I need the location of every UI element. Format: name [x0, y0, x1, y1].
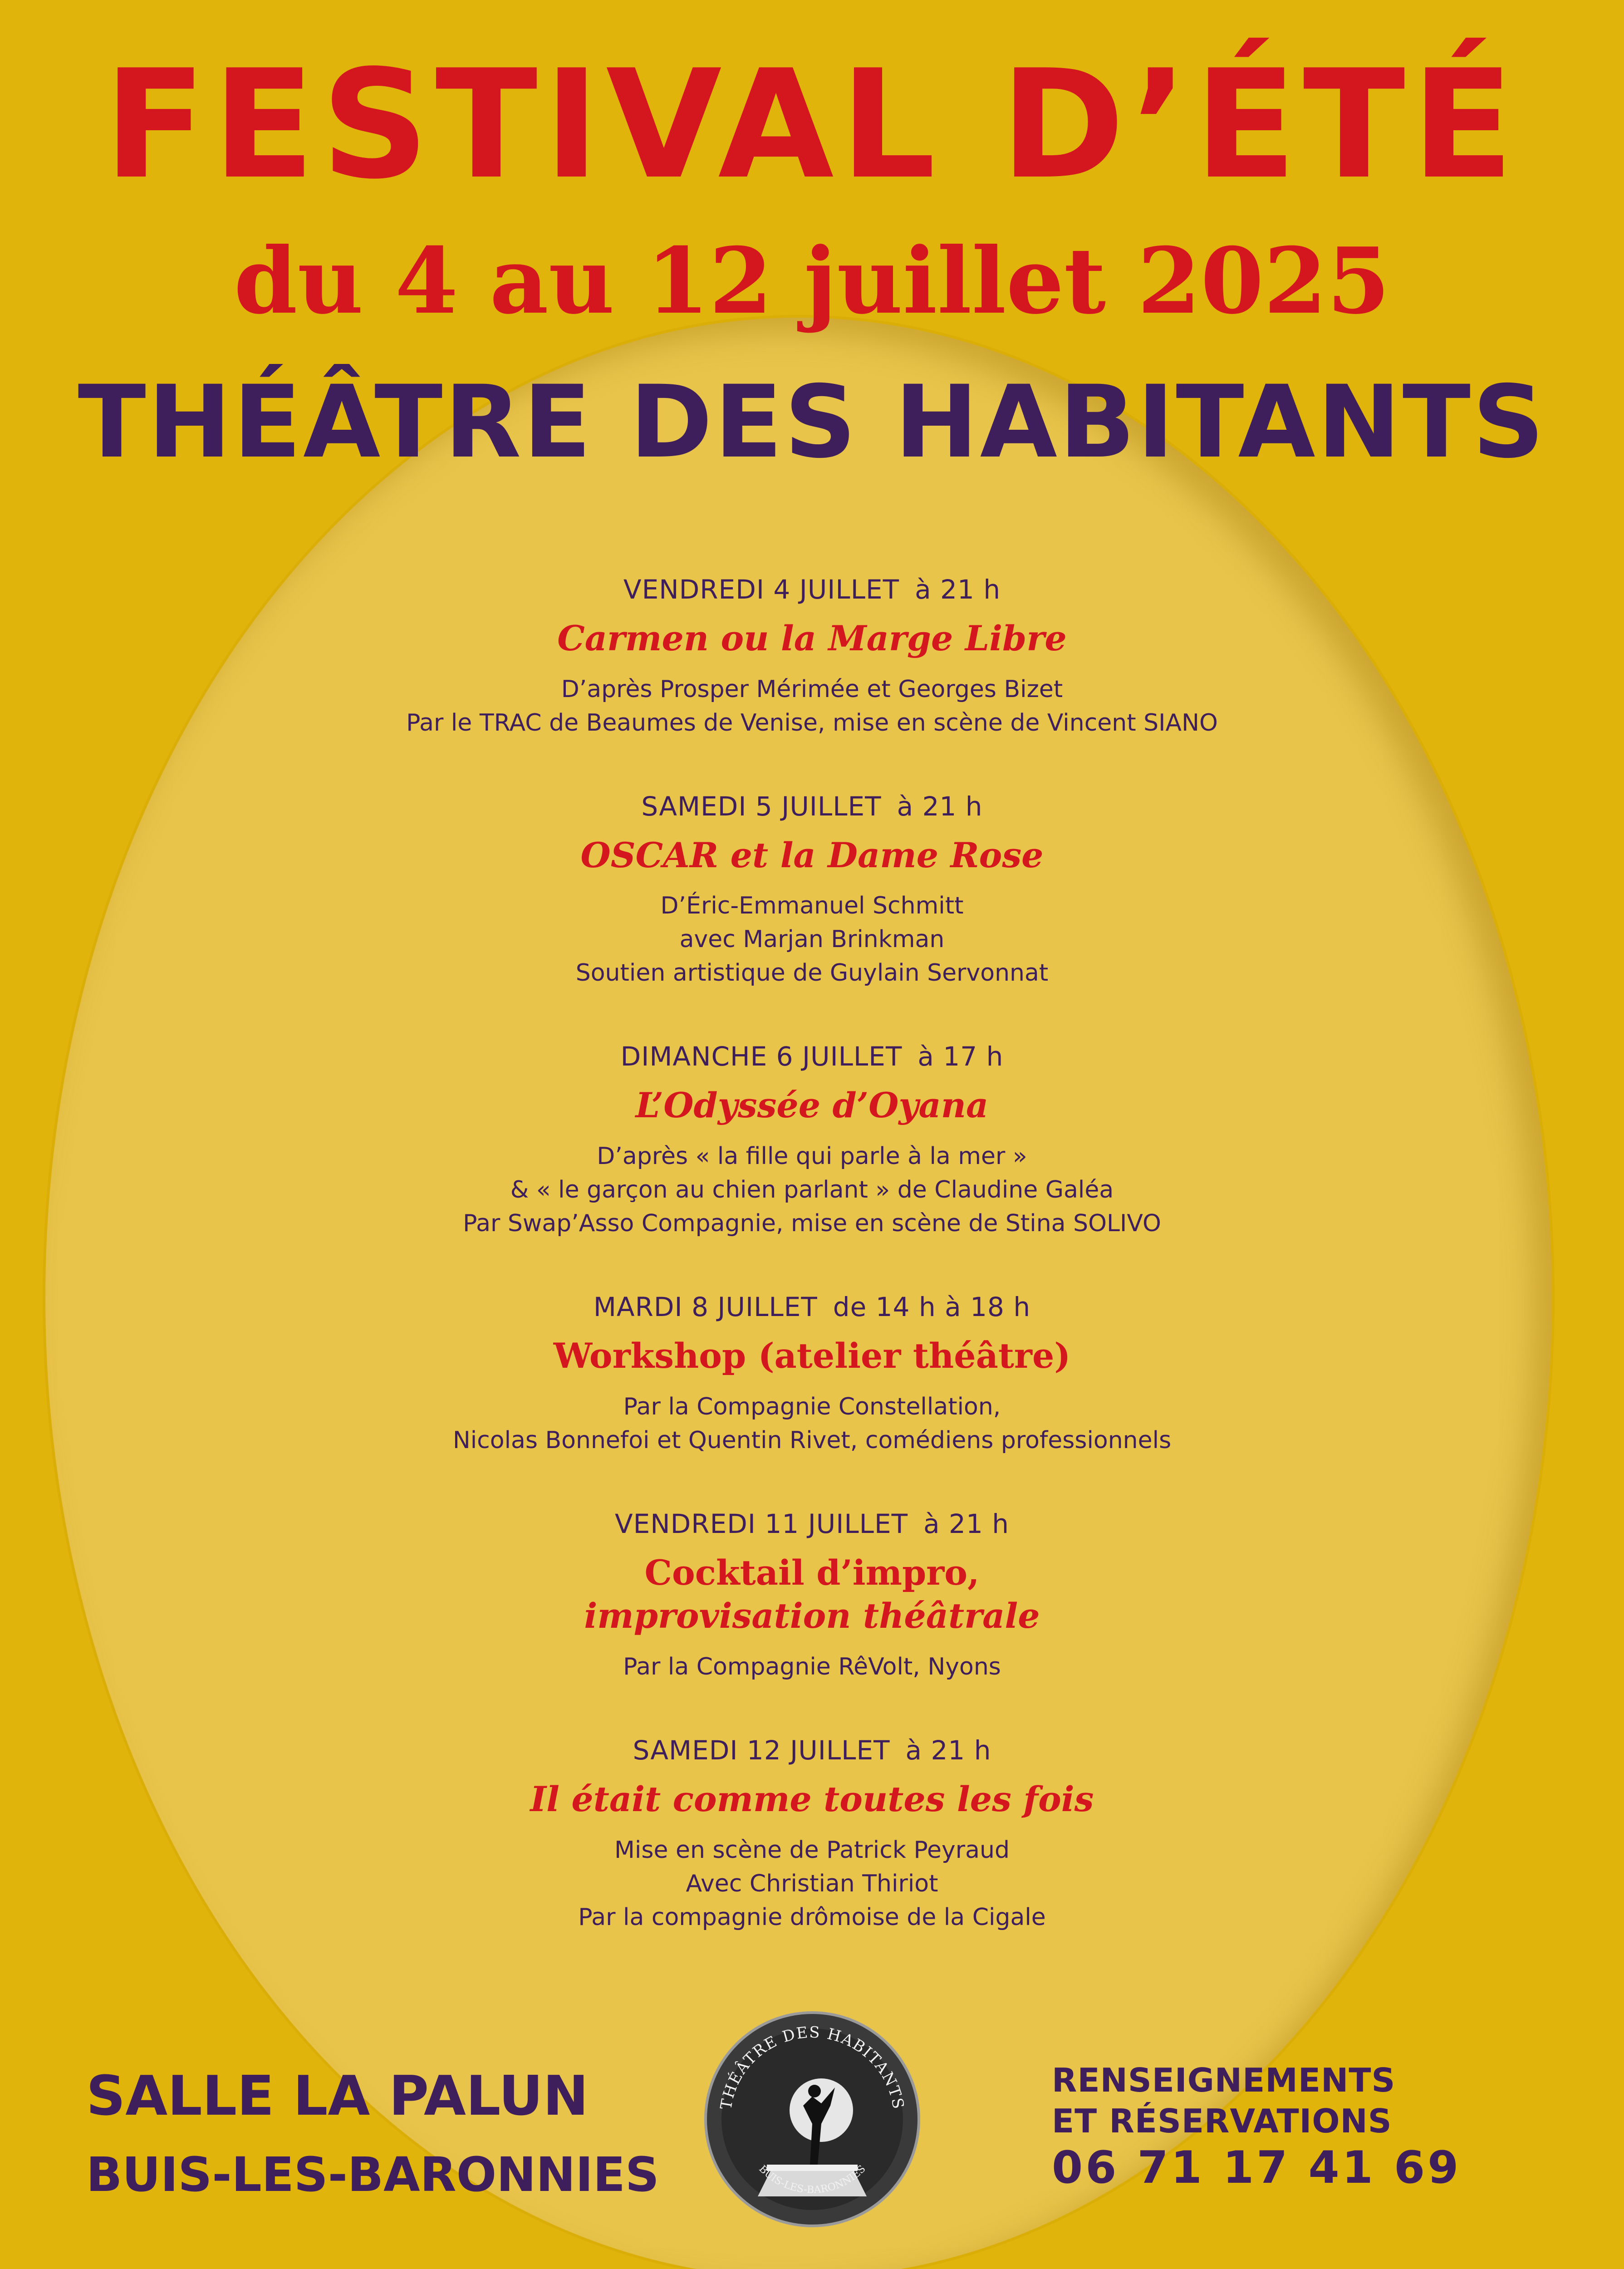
event-detail: Par le TRAC de Beaumes de Venise, mise en scène de Vincent SIANO	[406, 709, 1218, 737]
event-4	[0, 1294, 1624, 1457]
event-time: à 21 h	[905, 1735, 991, 1766]
event-date	[0, 1043, 1624, 1070]
event-title: L’Odyssée d’Oyana	[635, 1085, 989, 1126]
event-detail: Nicolas Bonnefoi et Quentin Rivet, comédiens professionnels	[452, 1426, 1172, 1454]
logo-text-top: THÉÂTRE DES HABITANTS	[717, 2023, 908, 2111]
event-time: à 21 h	[897, 791, 983, 822]
event-detail: D’après Prosper Mérimée et Georges Bizet	[561, 675, 1063, 703]
venue-town: BUIS-LES-BARONNIES	[86, 2147, 659, 2202]
event-title: Carmen ou la Marge Libre	[557, 618, 1067, 658]
event-time: à 17 h	[917, 1041, 1004, 1072]
event-detail: D’Éric-Emmanuel Schmitt	[660, 892, 964, 920]
logo-text-bottom: BUIS-LES-BARONNIES	[756, 2163, 868, 2196]
event-detail: & « le garçon au chien parlant » de Claudine Galéa	[510, 1176, 1114, 1204]
event-time: à 21 h	[923, 1508, 1010, 1539]
event-title-line2: improvisation théâtrale	[584, 1596, 1040, 1636]
event-title-line1: Cocktail d’impro,	[644, 1552, 980, 1593]
event-day: DIMANCHE 6 JUILLET	[620, 1041, 903, 1072]
event-1	[0, 576, 1624, 740]
info-label-line1: RENSEIGNEMENTS	[1052, 2061, 1396, 2099]
theatre-logo-icon	[699, 2006, 926, 2233]
event-detail: avec Marjan Brinkman	[679, 926, 945, 953]
event-day: VENDREDI 4 JUILLET	[623, 574, 900, 605]
event-day: VENDREDI 11 JUILLET	[614, 1508, 908, 1539]
event-3	[0, 1043, 1624, 1240]
info-block	[1052, 2061, 1462, 2194]
festival-dates: du 4 au 12 juillet 2025	[234, 228, 1390, 334]
organizer-name: THÉÂTRE DES HABITANTS	[78, 364, 1546, 480]
event-date	[0, 1735, 1624, 1766]
event-title: OSCAR et la Dame Rose	[580, 835, 1044, 875]
festival-title: FESTIVAL D’ÉTÉ	[103, 38, 1521, 212]
info-label-line2: ET RÉSERVATIONS	[1052, 2102, 1392, 2140]
event-title: Workshop (atelier théâtre)	[553, 1336, 1071, 1376]
event-detail: Par la Compagnie Constellation,	[623, 1393, 1001, 1420]
program-list	[0, 576, 1624, 1988]
event-detail: Mise en scène de Patrick Peyraud	[614, 1836, 1010, 1864]
event-detail: D’après « la fille qui parle à la mer »	[597, 1143, 1027, 1170]
event-time: à 21 h	[915, 574, 1001, 605]
event-detail: Avec Christian Thiriot	[686, 1870, 938, 1897]
venue-name: SALLE LA PALUN	[86, 2065, 589, 2128]
event-detail: Soutien artistique de Guylain Servonnat	[575, 959, 1049, 987]
event-detail: Par la Compagnie RêVolt, Nyons	[623, 1653, 1001, 1681]
event-date	[0, 1292, 1624, 1323]
event-day: SAMEDI 5 JUILLET	[641, 791, 882, 822]
event-2	[0, 793, 1624, 990]
phone-number: 06 71 17 41 69	[1052, 2142, 1462, 2194]
event-title: Il était comme toutes les fois	[530, 1779, 1094, 1820]
event-detail: Par la compagnie drômoise de la Cigale	[578, 1903, 1046, 1931]
event-day: SAMEDI 12 JUILLET	[633, 1735, 890, 1766]
event-6	[0, 1737, 1624, 1934]
event-time: de 14 h à 18 h	[833, 1292, 1031, 1323]
event-day: MARDI 8 JUILLET	[593, 1292, 818, 1323]
event-date	[0, 576, 1624, 603]
event-5	[0, 1508, 1624, 1684]
event-detail: Par Swap’Asso Compagnie, mise en scène de Stina SOLIVO	[463, 1210, 1161, 1238]
event-date	[0, 1508, 1624, 1539]
event-date	[0, 793, 1624, 820]
venue-block	[86, 2065, 659, 2202]
